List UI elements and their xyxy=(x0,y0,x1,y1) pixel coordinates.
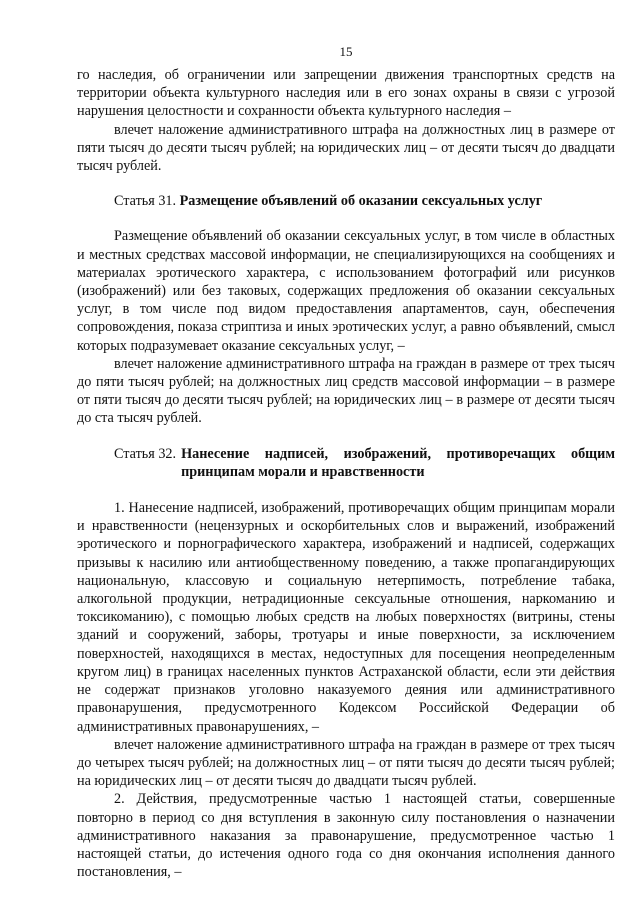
article-32-title: Нанесение надписей, изображений, противоречащих общим принципам морали и нравственности xyxy=(181,445,615,480)
paragraph-penalty: влечет наложение административного штрафа на должностных лиц в размере от пяти тысяч до десяти тысяч рублей; на юридических лиц – от десяти тысяч до двадцати тысяч рублей. xyxy=(77,121,615,175)
paragraph-continuation: го наследия, об ограничении или запрещении движения транспортных средств на территории объекта культурного наследия или в его зонах охраны в связи с угрозой нарушения целостности и сохранности объекта культурного наследия – xyxy=(77,67,615,120)
article-31-number: Статья 31. xyxy=(114,193,177,210)
article-32-heading xyxy=(77,445,615,481)
article-31-paragraph: Размещение объявлений об оказании сексуальных услуг, в том числе в областных и местных средствах массовой информации, не специализирующихся на сообщениях и материалах эротического характера, с использованием фотографий или рисунков (изображений) или без таковых, содержащих предложения об оказании сексуальных услуг, в том числе под видом предоставления апартаментов, саун, обеспечения сопровождения, показа стриптиза и иных эротических услуг, а равно объявлений, смысл которых подразумевает оказание сексуальных услуг, – xyxy=(77,228,615,354)
article-32-part-1-penalty: влечет наложение административного штрафа на граждан в размере от трех тысяч до четырех тысяч рублей; на должностных лиц – от пяти тысяч до десяти тысяч рублей; на юридических лиц – от десяти тысяч до двадцати тысяч рублей. xyxy=(77,736,615,790)
document-body xyxy=(77,66,615,881)
article-31-heading xyxy=(77,192,615,210)
article-32-part-1: 1. Нанесение надписей, изображений, противоречащих общим принципам морали и нравственности (нецензурных и оскорбительных слов и выражений, изображений эротического и порнографического характера, изображений и надписей, содержащих призывы к насилию или антиобщественному поведению, а также пропагандирующих национальную, классовую и социальную нетерпимость, потребление табака, алкогольной продукции, нетрадиционные сексуальные отношения, наркоманию и токсикоманию), с помощью любых средств на любых поверхностях (витрины, стены зданий и сооружений, заборы, тротуары и иные поверхности, за исключением поверхностей, находящихся в местах, недоступных для посещения неопределенным кругом лиц) в границах населенных пунктов Астраханской области, если эти действия не содержат признаков уголовно наказуемого деяния или административного правонарушения, предусмотренного Кодексом Российской Федерации об административных правонарушениях, – xyxy=(77,500,615,735)
article-32-number: Статья 32. xyxy=(114,445,177,462)
page-number: 15 xyxy=(339,44,353,59)
article-31-title: Размещение объявлений об оказании сексуальных услуг xyxy=(179,193,543,210)
article-32-part-2: 2. Действия, предусмотренные частью 1 настоящей статьи, совершенные повторно в период со дня вступления в законную силу постановления о назначении административного наказания за правонарушение, предусмотренное частью 1 настоящей статьи, до истечения одного года со дня окончания исполнения данного постановления, – xyxy=(77,791,615,881)
article-31-penalty: влечет наложение административного штрафа на граждан в размере от трех тысяч до пяти тысяч рублей; на должностных лиц средств массовой информации – в размере от пяти тысяч до десяти тысяч рублей; на юридических лиц – в размере от десяти тысяч до ста тысяч рублей. xyxy=(77,355,615,427)
